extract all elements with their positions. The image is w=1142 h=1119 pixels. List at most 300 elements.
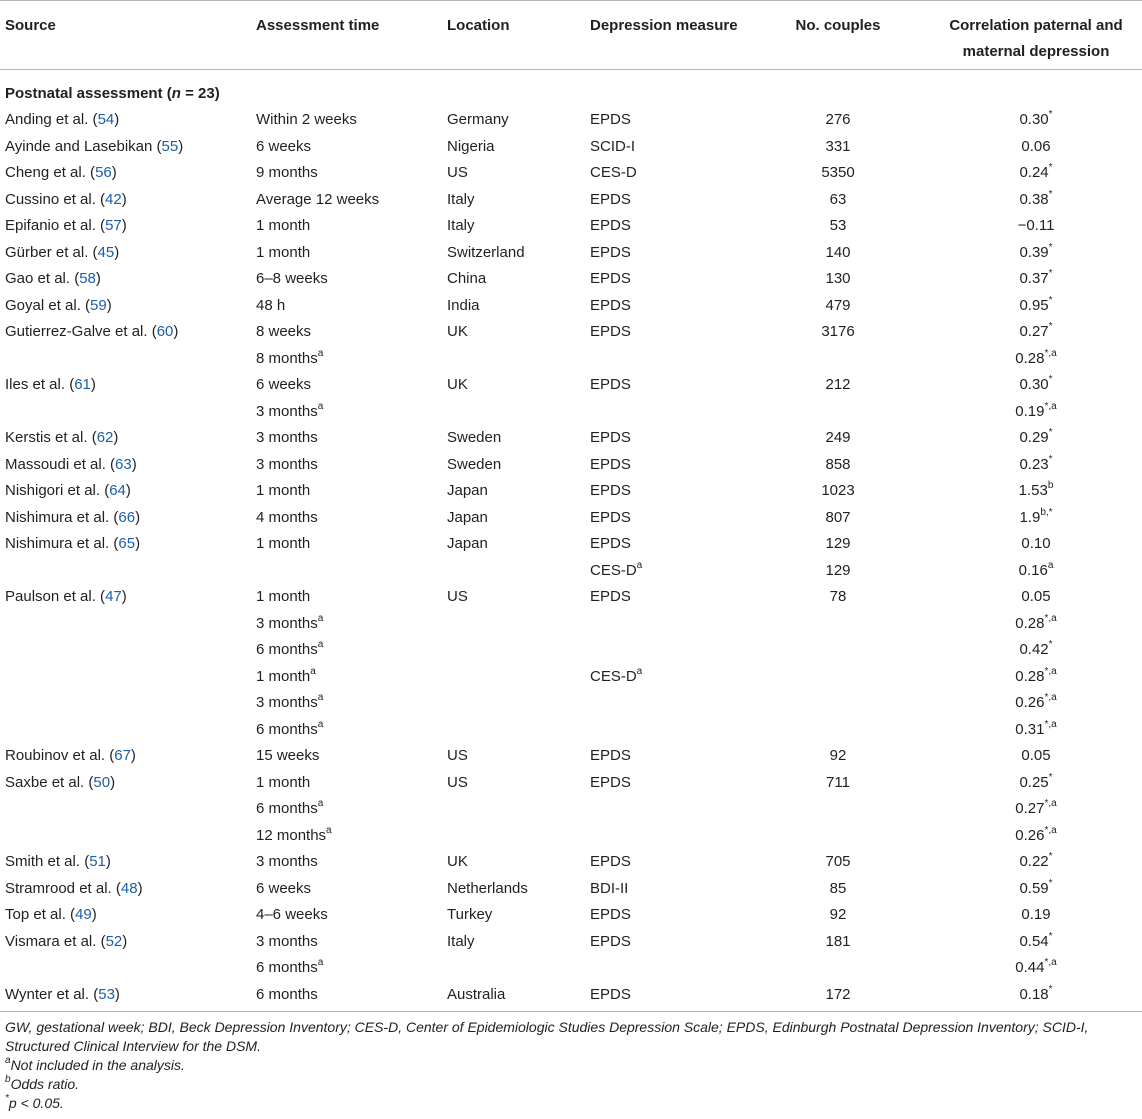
location-text: Netherlands	[447, 879, 528, 897]
time-text: 1 month	[256, 773, 311, 791]
cell-depression-measure	[590, 505, 631, 532]
time-text: 1 month	[256, 535, 311, 552]
measure-text: EPDS	[590, 508, 631, 526]
cell-depression-measure	[590, 531, 631, 558]
correlation-text: 0.18	[1019, 985, 1049, 1003]
measure-text: EPDS	[590, 747, 631, 764]
cell-correlation	[940, 399, 1132, 426]
cell-source	[5, 240, 119, 267]
correlation-text: 0.19	[1021, 906, 1051, 923]
table-row	[0, 717, 1142, 744]
table-row	[0, 187, 1142, 214]
source-text: Top et al. (	[5, 906, 76, 923]
cell-depression-measure	[590, 849, 631, 876]
correlation-text: 0.29	[1019, 429, 1049, 446]
time-text: 3 months	[256, 614, 318, 632]
correlation-text: 0.30	[1019, 111, 1049, 128]
correlation-superscript: *	[1048, 188, 1053, 200]
measure-text: EPDS	[590, 773, 631, 791]
time-text: 6 weeks	[256, 376, 312, 393]
reference-close-paren: )	[91, 906, 97, 923]
cell-no-couples	[770, 558, 906, 585]
reference-link[interactable]: 63	[115, 455, 132, 473]
cell-assessment-time	[256, 770, 310, 797]
couples-text: 63	[829, 190, 847, 208]
measure-text: EPDS	[590, 482, 631, 499]
cell-location	[447, 982, 505, 1009]
table-row	[0, 823, 1142, 850]
reference-close-paren: )	[121, 190, 127, 208]
cell-source	[5, 478, 131, 505]
correlation-text: −0.11	[1017, 217, 1055, 234]
cell-location	[447, 319, 468, 346]
cell-no-couples	[770, 425, 906, 452]
reference-link[interactable]: 55	[161, 137, 179, 155]
cell-source	[5, 584, 127, 611]
table-row	[0, 849, 1142, 876]
measure-text: EPDS	[590, 243, 631, 261]
cell-correlation	[940, 876, 1132, 903]
cell-correlation	[940, 425, 1132, 452]
cell-location	[447, 134, 495, 161]
reference-close-paren: )	[121, 217, 127, 234]
correlation-superscript: *,a	[1044, 824, 1057, 836]
table-row	[0, 558, 1142, 585]
time-text: Within 2 weeks	[256, 111, 357, 128]
source-text: Ayinde and Lasebikan (	[5, 137, 162, 155]
cell-no-couples	[770, 213, 906, 240]
reference-link[interactable]: 62	[96, 429, 114, 446]
table-footnotes	[5, 1018, 1135, 1113]
section-label-post: = 23)	[180, 85, 220, 102]
reference-link[interactable]: 60	[156, 323, 174, 340]
cell-correlation	[940, 240, 1132, 267]
correlation-text: 0.26	[1015, 826, 1045, 844]
cell-depression-measure	[590, 213, 631, 240]
reference-close-paren: )	[95, 270, 101, 287]
cell-no-couples	[770, 293, 906, 320]
measure-text: EPDS	[590, 323, 631, 340]
cell-no-couples	[770, 134, 906, 161]
reference-close-paren: )	[114, 111, 120, 128]
cell-location	[447, 505, 488, 532]
cell-no-couples	[770, 266, 906, 293]
table-header	[0, 0, 1142, 70]
cell-source	[5, 505, 140, 532]
correlation-superscript: *	[1048, 930, 1053, 942]
header-depression-measure: Depression measure	[590, 17, 738, 34]
reference-link[interactable]: 49	[75, 906, 92, 923]
correlation-text: 0.44	[1015, 959, 1045, 976]
cell-assessment-time	[256, 399, 323, 426]
footnote-abbreviations: GW, gestational week; BDI, Beck Depression Inventory; CES-D, Center of Epidemiologic Studies Depression Scale; EPDS, Edinburgh Postnatal Depression Inventory; SCID-I, Structured Clinical Interview for the DSM.	[5, 1019, 1089, 1054]
table-row	[0, 107, 1142, 134]
reference-close-paren: )	[105, 853, 111, 870]
measure-text: EPDS	[590, 111, 631, 128]
source-text: Nishimura et al. (	[5, 535, 119, 552]
correlation-text: 0.38	[1019, 190, 1049, 208]
cell-source	[5, 982, 120, 1009]
measure-text: EPDS	[590, 190, 631, 208]
table-row	[0, 690, 1142, 717]
cell-depression-measure	[590, 929, 631, 956]
cell-source	[5, 425, 118, 452]
correlation-superscript: *	[1048, 427, 1053, 438]
reference-close-paren: )	[135, 508, 141, 526]
cell-assessment-time	[256, 849, 318, 876]
correlation-superscript: *,a	[1044, 718, 1057, 730]
table-row	[0, 955, 1142, 982]
correlation-text: 0.23	[1019, 455, 1049, 473]
correlation-superscript: *	[1048, 241, 1053, 253]
cell-correlation	[940, 452, 1132, 479]
reference-close-paren: )	[135, 535, 141, 552]
source-text: Wynter et al. (	[5, 985, 99, 1003]
reference-close-paren: )	[111, 164, 117, 181]
cell-correlation	[940, 690, 1132, 717]
correlation-text: 0.05	[1021, 588, 1051, 605]
source-text: Nishigori et al. (	[5, 482, 110, 499]
time-superscript: a	[317, 612, 324, 624]
reference-link[interactable]: 64	[109, 482, 126, 499]
time-text: 6 months	[256, 800, 318, 817]
table-row	[0, 319, 1142, 346]
time-superscript: a	[326, 824, 332, 836]
cell-source	[5, 849, 111, 876]
location-text: Italy	[447, 932, 475, 950]
table-row	[0, 531, 1142, 558]
reference-link[interactable]: 52	[105, 932, 123, 950]
cell-depression-measure	[590, 982, 631, 1009]
cell-no-couples	[770, 982, 906, 1009]
time-text: 6–8 weeks	[256, 270, 328, 287]
measure-text: EPDS	[590, 853, 631, 870]
cell-depression-measure	[590, 187, 631, 214]
reference-link[interactable]: 54	[97, 111, 115, 128]
cell-correlation	[940, 637, 1132, 664]
cell-assessment-time	[256, 982, 318, 1009]
reference-link[interactable]: 59	[90, 296, 107, 314]
source-text: Cussino et al. (	[5, 190, 106, 208]
reference-link[interactable]: 51	[89, 853, 106, 870]
cell-depression-measure	[590, 240, 631, 267]
cell-correlation	[940, 134, 1132, 161]
table-row	[0, 134, 1142, 161]
cell-correlation	[940, 558, 1132, 585]
table-row	[0, 478, 1142, 505]
couples-text: 78	[829, 588, 847, 605]
correlation-text: 0.19	[1015, 402, 1045, 420]
reference-link[interactable]: 50	[93, 773, 111, 791]
correlation-text: 0.22	[1019, 853, 1049, 870]
time-text: 6 months	[256, 985, 318, 1003]
couples-text: 807	[825, 508, 851, 526]
time-text: 1 month	[256, 667, 311, 685]
couples-text: 129	[825, 561, 851, 579]
correlation-superscript: *	[1048, 639, 1053, 650]
cell-location	[447, 478, 488, 505]
footnote-a-text: Not included in the analysis.	[10, 1057, 185, 1073]
source-text: Anding et al. (	[5, 111, 98, 128]
location-text: UK	[447, 323, 468, 340]
reference-link[interactable]: 67	[114, 747, 131, 764]
correlation-superscript: b,*	[1040, 506, 1053, 518]
cell-source	[5, 266, 101, 293]
table-bottom-rule	[0, 1011, 1142, 1012]
cell-source	[5, 876, 143, 903]
cell-location	[447, 107, 509, 134]
cell-no-couples	[770, 107, 906, 134]
cell-depression-measure	[590, 160, 637, 187]
couples-text: 85	[829, 879, 847, 897]
couples-text: 212	[825, 376, 851, 393]
couples-text: 5350	[821, 164, 855, 181]
cell-assessment-time	[256, 266, 328, 293]
cell-assessment-time	[256, 823, 332, 850]
measure-text: EPDS	[590, 906, 631, 923]
cell-no-couples	[770, 240, 906, 267]
correlation-superscript: *	[1048, 162, 1053, 173]
correlation-superscript: *,a	[1044, 400, 1057, 412]
source-text: Roubinov et al. (	[5, 747, 115, 764]
couples-text: 331	[825, 137, 851, 155]
couples-text: 276	[825, 111, 851, 128]
time-text: 3 months	[256, 694, 318, 711]
cell-assessment-time	[256, 478, 310, 505]
cell-correlation	[940, 346, 1132, 373]
source-text: Epifanio et al. (	[5, 217, 106, 234]
footnote-a-mark: a	[5, 1055, 11, 1067]
reference-link[interactable]: 56	[95, 164, 112, 181]
location-text: Sweden	[447, 429, 502, 446]
reference-close-paren: )	[114, 243, 120, 261]
location-text: Australia	[447, 985, 506, 1003]
cell-location	[447, 240, 525, 267]
cell-source	[5, 929, 127, 956]
cell-no-couples	[770, 743, 906, 770]
correlation-superscript: *	[1048, 877, 1053, 889]
cell-source	[5, 107, 119, 134]
reference-link[interactable]: 47	[105, 588, 122, 605]
time-text: 6 months	[256, 641, 318, 658]
cell-assessment-time	[256, 452, 318, 479]
cell-location	[447, 372, 468, 399]
correlation-text: 0.28	[1015, 349, 1045, 367]
time-text: 3 months	[256, 429, 318, 446]
cell-assessment-time	[256, 531, 310, 558]
cell-correlation	[940, 505, 1132, 532]
cell-correlation	[940, 770, 1132, 797]
couples-text: 858	[825, 455, 851, 473]
cell-correlation	[940, 929, 1132, 956]
cell-assessment-time	[256, 319, 311, 346]
correlation-text: 0.37	[1019, 270, 1049, 287]
footnote-p-text: p < 0.05.	[8, 1095, 64, 1111]
cell-depression-measure	[590, 584, 631, 611]
reference-link[interactable]: 61	[74, 376, 91, 393]
reference-link[interactable]: 57	[105, 217, 122, 234]
reference-close-paren: )	[110, 773, 116, 791]
correlation-superscript: *	[1048, 771, 1053, 783]
cell-no-couples	[770, 160, 906, 187]
correlation-text: 0.39	[1019, 243, 1049, 261]
correlation-text: 0.28	[1015, 614, 1045, 632]
correlation-text: 0.42	[1019, 641, 1049, 658]
location-text: US	[447, 164, 468, 181]
cell-source	[5, 372, 96, 399]
correlation-text: 0.27	[1015, 800, 1045, 817]
source-text: Saxbe et al. (	[5, 773, 94, 791]
source-text: Gao et al. (	[5, 270, 80, 287]
correlation-text: 0.28	[1015, 667, 1045, 685]
time-text: 3 months	[256, 932, 318, 950]
cell-source	[5, 902, 97, 929]
correlation-text: 0.31	[1015, 720, 1045, 738]
table-row	[0, 637, 1142, 664]
table-row	[0, 346, 1142, 373]
cell-assessment-time	[256, 876, 311, 903]
cell-correlation	[940, 213, 1132, 240]
cell-correlation	[940, 902, 1132, 929]
cell-assessment-time	[256, 902, 328, 929]
cell-correlation	[940, 611, 1132, 638]
cell-assessment-time	[256, 372, 311, 399]
measure-text: EPDS	[590, 985, 631, 1003]
cell-depression-measure	[590, 266, 631, 293]
cell-assessment-time	[256, 505, 318, 532]
time-text: 4–6 weeks	[256, 906, 328, 923]
cell-location	[447, 849, 468, 876]
correlation-superscript: *	[1048, 374, 1053, 385]
table-row	[0, 240, 1142, 267]
time-text: 1 month	[256, 482, 311, 499]
table-row	[0, 452, 1142, 479]
cell-no-couples	[770, 770, 906, 797]
cell-source	[5, 187, 127, 214]
reference-link[interactable]: 48	[120, 879, 138, 897]
reference-link[interactable]: 53	[98, 985, 115, 1003]
couples-text: 181	[825, 932, 851, 950]
correlation-superscript: *	[1048, 294, 1053, 306]
cell-assessment-time	[256, 107, 357, 134]
cell-assessment-time	[256, 717, 323, 744]
table-row	[0, 876, 1142, 903]
cell-depression-measure	[590, 134, 635, 161]
cell-correlation	[940, 107, 1132, 134]
reference-link[interactable]: 66	[118, 508, 136, 526]
cell-source	[5, 213, 127, 240]
cell-no-couples	[770, 902, 906, 929]
cell-source	[5, 770, 115, 797]
correlation-superscript: a	[1047, 559, 1054, 571]
cell-no-couples	[770, 531, 906, 558]
measure-text: EPDS	[590, 429, 631, 446]
correlation-text: 0.26	[1015, 694, 1045, 711]
cell-assessment-time	[256, 955, 323, 982]
table-row	[0, 372, 1142, 399]
cell-no-couples	[770, 584, 906, 611]
cell-depression-measure	[590, 452, 631, 479]
cell-no-couples	[770, 372, 906, 399]
time-superscript: a	[317, 718, 324, 730]
cell-assessment-time	[256, 346, 323, 373]
reference-close-paren: )	[137, 879, 143, 897]
measure-text: EPDS	[590, 535, 631, 552]
reference-close-paren: )	[121, 588, 127, 605]
correlation-text: 0.95	[1019, 296, 1049, 314]
location-text: Turkey	[447, 906, 493, 923]
couples-text: 3176	[821, 323, 855, 340]
cell-depression-measure	[590, 558, 642, 585]
measure-text: CES-D	[590, 561, 637, 579]
time-text: 15 weeks	[256, 747, 320, 764]
cell-assessment-time	[256, 187, 379, 214]
source-text: Nishimura et al. (	[5, 508, 119, 526]
source-text: Kerstis et al. (	[5, 429, 97, 446]
cell-depression-measure	[590, 319, 631, 346]
table-row	[0, 982, 1142, 1009]
measure-text: SCID-I	[590, 137, 635, 155]
cell-source	[5, 531, 140, 558]
time-text: 1 month	[256, 217, 311, 234]
measure-text: CES-D	[590, 667, 637, 685]
location-text: Japan	[447, 535, 488, 552]
cell-depression-measure	[590, 478, 631, 505]
couples-text: 711	[826, 773, 850, 791]
location-text: Nigeria	[447, 137, 495, 155]
table-row	[0, 266, 1142, 293]
reference-close-paren: )	[131, 455, 137, 473]
table-row	[0, 505, 1142, 532]
cell-depression-measure	[590, 770, 631, 797]
reference-link[interactable]: 45	[97, 243, 115, 261]
header-no-couples: No. couples	[795, 17, 881, 34]
cell-correlation	[940, 293, 1132, 320]
cell-location	[447, 452, 501, 479]
time-superscript: a	[317, 400, 324, 412]
header-correlation	[940, 13, 1132, 65]
correlation-superscript: *	[1048, 983, 1053, 995]
correlation-superscript: *	[1048, 453, 1053, 465]
cell-assessment-time	[256, 664, 316, 691]
cell-correlation	[940, 160, 1132, 187]
reference-link[interactable]: 65	[118, 535, 136, 552]
table-row	[0, 770, 1142, 797]
cell-assessment-time	[256, 240, 310, 267]
couples-text: 92	[829, 747, 847, 764]
time-text: 48 h	[256, 296, 286, 314]
cell-depression-measure	[590, 293, 631, 320]
reference-link[interactable]: 58	[79, 270, 96, 287]
measure-text: EPDS	[590, 270, 631, 287]
time-text: 6 weeks	[256, 137, 312, 155]
cell-depression-measure	[590, 743, 631, 770]
cell-location	[447, 876, 528, 903]
correlation-superscript: *,a	[1044, 798, 1057, 809]
correlation-text: 0.06	[1021, 137, 1051, 155]
reference-close-paren: )	[125, 482, 131, 499]
cell-correlation	[940, 187, 1132, 214]
table-row	[0, 796, 1142, 823]
cell-assessment-time	[256, 213, 310, 240]
correlation-superscript: *	[1048, 321, 1053, 332]
cell-source	[5, 743, 136, 770]
cell-depression-measure	[590, 664, 642, 691]
reference-link[interactable]: 42	[105, 190, 122, 208]
time-text: 1 month	[256, 243, 311, 261]
cell-location	[447, 929, 475, 956]
cell-location	[447, 160, 468, 187]
